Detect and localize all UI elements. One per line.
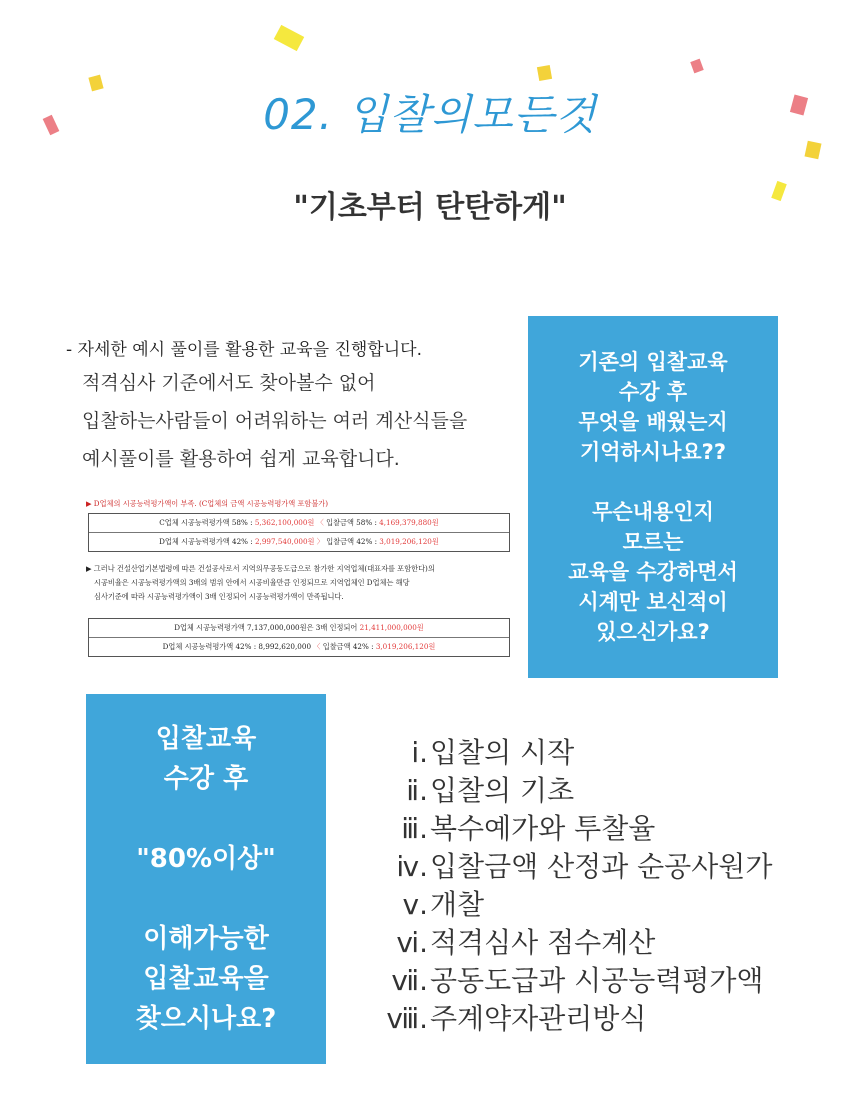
table-row: D업체 시공능력평가액 42% : 8,992,620,000 〈 입찰금액 42% : 3,019,206,120원 <box>89 637 509 656</box>
list-item: ⅲ. 복수예가와 투찰율 <box>401 812 656 845</box>
intro-lead: - 자세한 예시 풀이를 활용한 교육을 진행합니다. <box>66 340 422 360</box>
example-table-1 <box>88 513 510 552</box>
example-table-2 <box>88 618 510 657</box>
table-row: C업체 시공능력평가액 58% : 5,362,100,000원 〈 입찰금액 58% : 4,169,379,880원 <box>159 518 439 527</box>
intro-line: 예시풀이를 활용하여 쉽게 교육합니다. <box>82 448 400 470</box>
list-item: ⅳ. 입찰금액 산정과 순공사원가 <box>396 850 773 883</box>
intro-line: 적격심사 기준에서도 찾아볼수 없어 <box>82 372 376 394</box>
example-heading: ▶ D업체의 시공능력평가액이 부족. (C업체의 금액 시공능력평가액 포함불가) <box>86 499 329 508</box>
list-item: ⅴ. 개찰 <box>402 888 485 921</box>
list-item: ⅱ. 입찰의 기초 <box>406 774 575 807</box>
confetti-yellow <box>274 25 304 51</box>
intro-section <box>66 336 536 478</box>
promo-box: 입찰교육 수강 후 "80%이상" 이해가능한 입찰교육을 찾으시나요? <box>86 694 326 1064</box>
example-calculation-image <box>86 498 510 670</box>
curriculum-list <box>378 734 772 1038</box>
list-item: ⅶ. 공동도급과 시공능력평가액 <box>391 964 764 997</box>
example-paragraph: ▶ 그러나 건설산업기본법령에 따른 건설공사로서 지역의무공동도급으로 참가한 지역업체(대표자를 포함한다)의 시공비율은 시공능력평가액의 3배의 범위 안에서 시공비율만큼 인정되므로 지역업체인 D업체는 해당 심사기준에 따라 시공능력평가액이 3배 인정되어 시공능력평가액이 만족됩니다. <box>86 564 435 601</box>
page-subtitle: "기초부터 탄탄하게" <box>293 190 567 225</box>
table-row: D업체 시공능력평가액 42% : 2,997,540,000원 〉 입찰금액 42% : 3,019,206,120원 <box>89 532 509 551</box>
list-item: ⅷ. 주계약자관리방식 <box>386 1002 647 1035</box>
table-row: D업체 시공능력평가액 7,137,000,000원은 3배 인정되어 21,411,000,000원 <box>174 623 424 632</box>
intro-line: 입찰하는사람들이 어려워하는 여러 계산식들을 <box>82 410 468 432</box>
list-item: ⅰ. 입찰의 시작 <box>411 736 575 769</box>
page-title: 02. 입찰의모든것 <box>263 90 597 139</box>
confetti-yellow <box>537 65 552 81</box>
list-item: ⅵ. 적격심사 점수계산 <box>396 926 656 959</box>
confetti-yellow <box>804 141 821 160</box>
confetti-pink <box>690 59 704 74</box>
question-box: 기존의 입찰교육 수강 후 무엇을 배웠는지 기억하시나요?? 무슨내용인지 모르는 교육을 수강하면서 시계만 보신적이 있으신가요? <box>528 316 778 678</box>
